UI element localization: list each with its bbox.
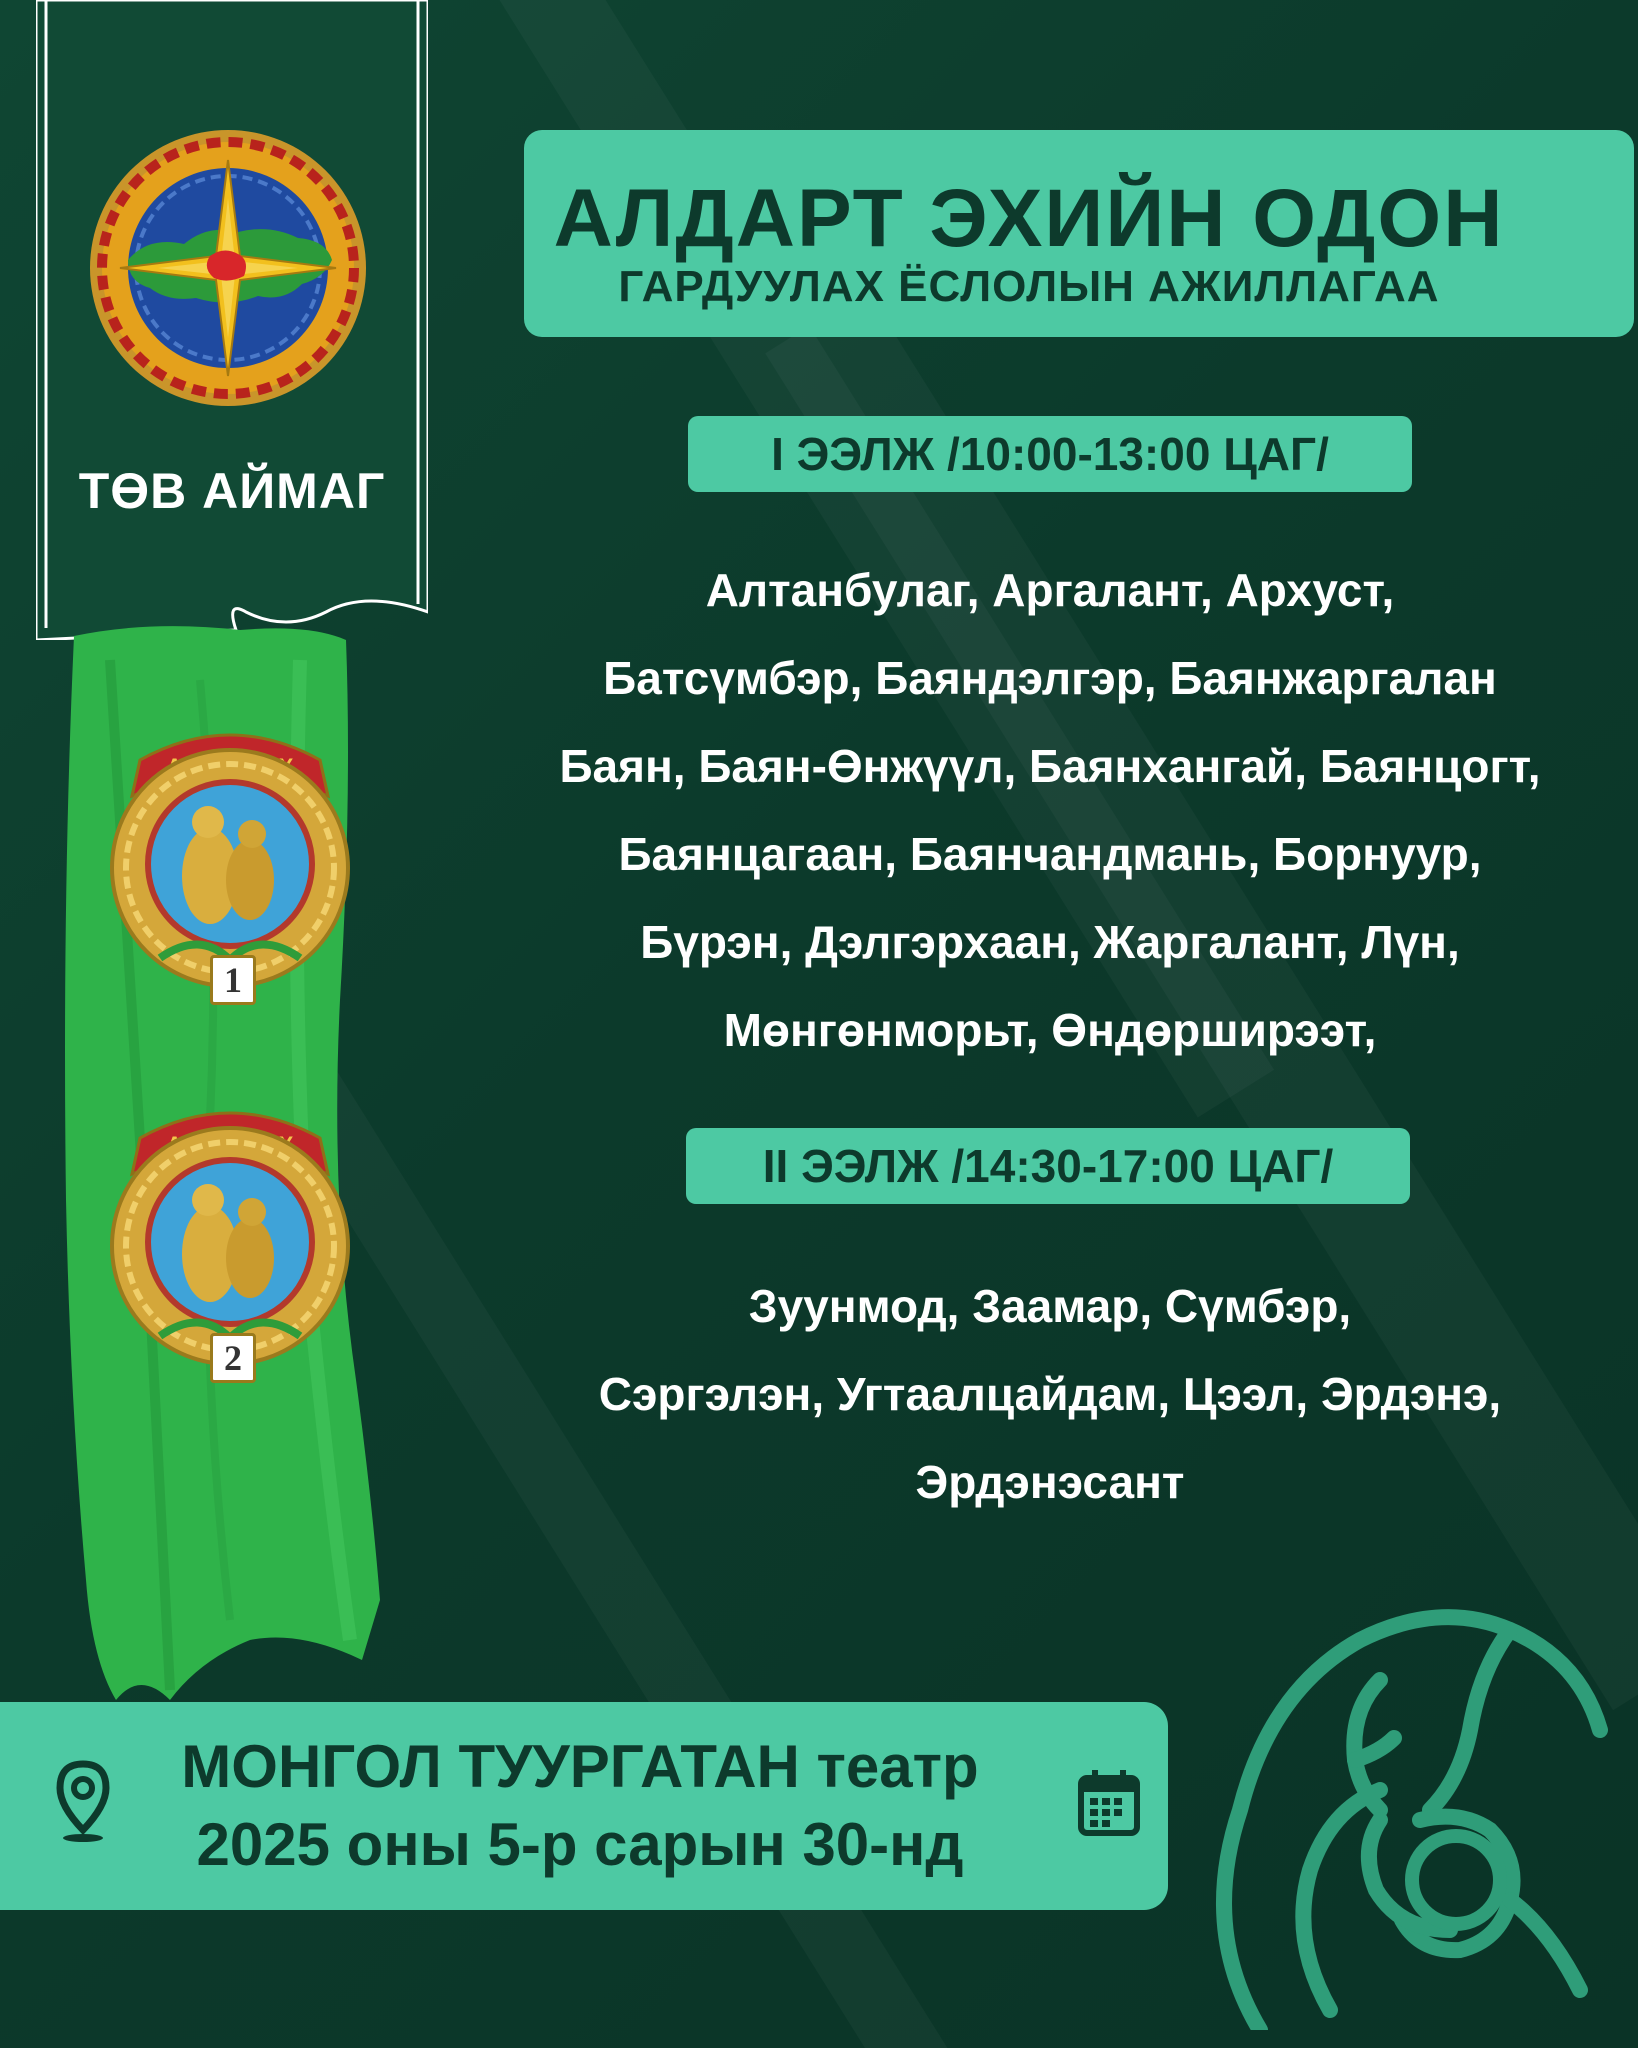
soum-line: Баян, Баян-Өнжүүл, Баянхангай, Баянцогт, — [559, 740, 1541, 792]
tov-aimag-emblem-icon — [88, 128, 368, 408]
medal-number-badge: 2 — [210, 1333, 256, 1383]
soum-line: Зуунмод, Заамар, Сүмбэр, — [748, 1280, 1352, 1332]
event-date: 2025 оны 5-р сарын 30-нд — [196, 1811, 964, 1878]
shift-2-label: II ЭЭЛЖ /14:30-17:00 ЦАГ/ — [686, 1128, 1410, 1204]
province-label: ТӨВ АЙМАГ — [78, 463, 386, 519]
medal-second-degree — [100, 1078, 360, 1378]
page-title: АЛДАРТ ЭХИЙН ОДОН — [553, 173, 1505, 264]
page-subtitle: ГАРДУУЛАХ ЁСЛОЛЫН АЖИЛЛАГАА — [618, 262, 1440, 311]
shift-1-soums — [500, 546, 1600, 1074]
venue-box — [0, 1702, 1168, 1910]
shift-2-soums — [500, 1262, 1600, 1526]
medal-first-degree — [100, 700, 360, 1000]
soum-line: Сэргэлэн, Угтаалцайдам, Цээл, Эрдэнэ, — [598, 1368, 1502, 1420]
soum-line: Алтанбулаг, Аргалант, Архуст, — [705, 564, 1395, 616]
soum-line: Бүрэн, Дэлгэрхаан, Жаргалант, Лүн, — [640, 916, 1460, 968]
calendar-icon — [1078, 1770, 1140, 1836]
soum-line: Эрдэнэсант — [915, 1456, 1185, 1508]
soum-line: Мөнгөнморьт, Өндөрширээт, — [723, 1004, 1377, 1056]
medal-number-badge: 1 — [210, 955, 256, 1005]
venue-name: МОНГОЛ ТУУРГАТАН театр — [181, 1733, 979, 1800]
soum-line: Батсүмбэр, Баяндэлгэр, Баянжаргалан — [603, 652, 1497, 704]
soum-line: Баянцагаан, Баянчандмань, Борнуур, — [618, 828, 1482, 880]
title-box — [524, 130, 1634, 337]
mother-child-icon — [1180, 1490, 1620, 2030]
shift-1-label: I ЭЭЛЖ /10:00-13:00 ЦАГ/ — [688, 416, 1412, 492]
